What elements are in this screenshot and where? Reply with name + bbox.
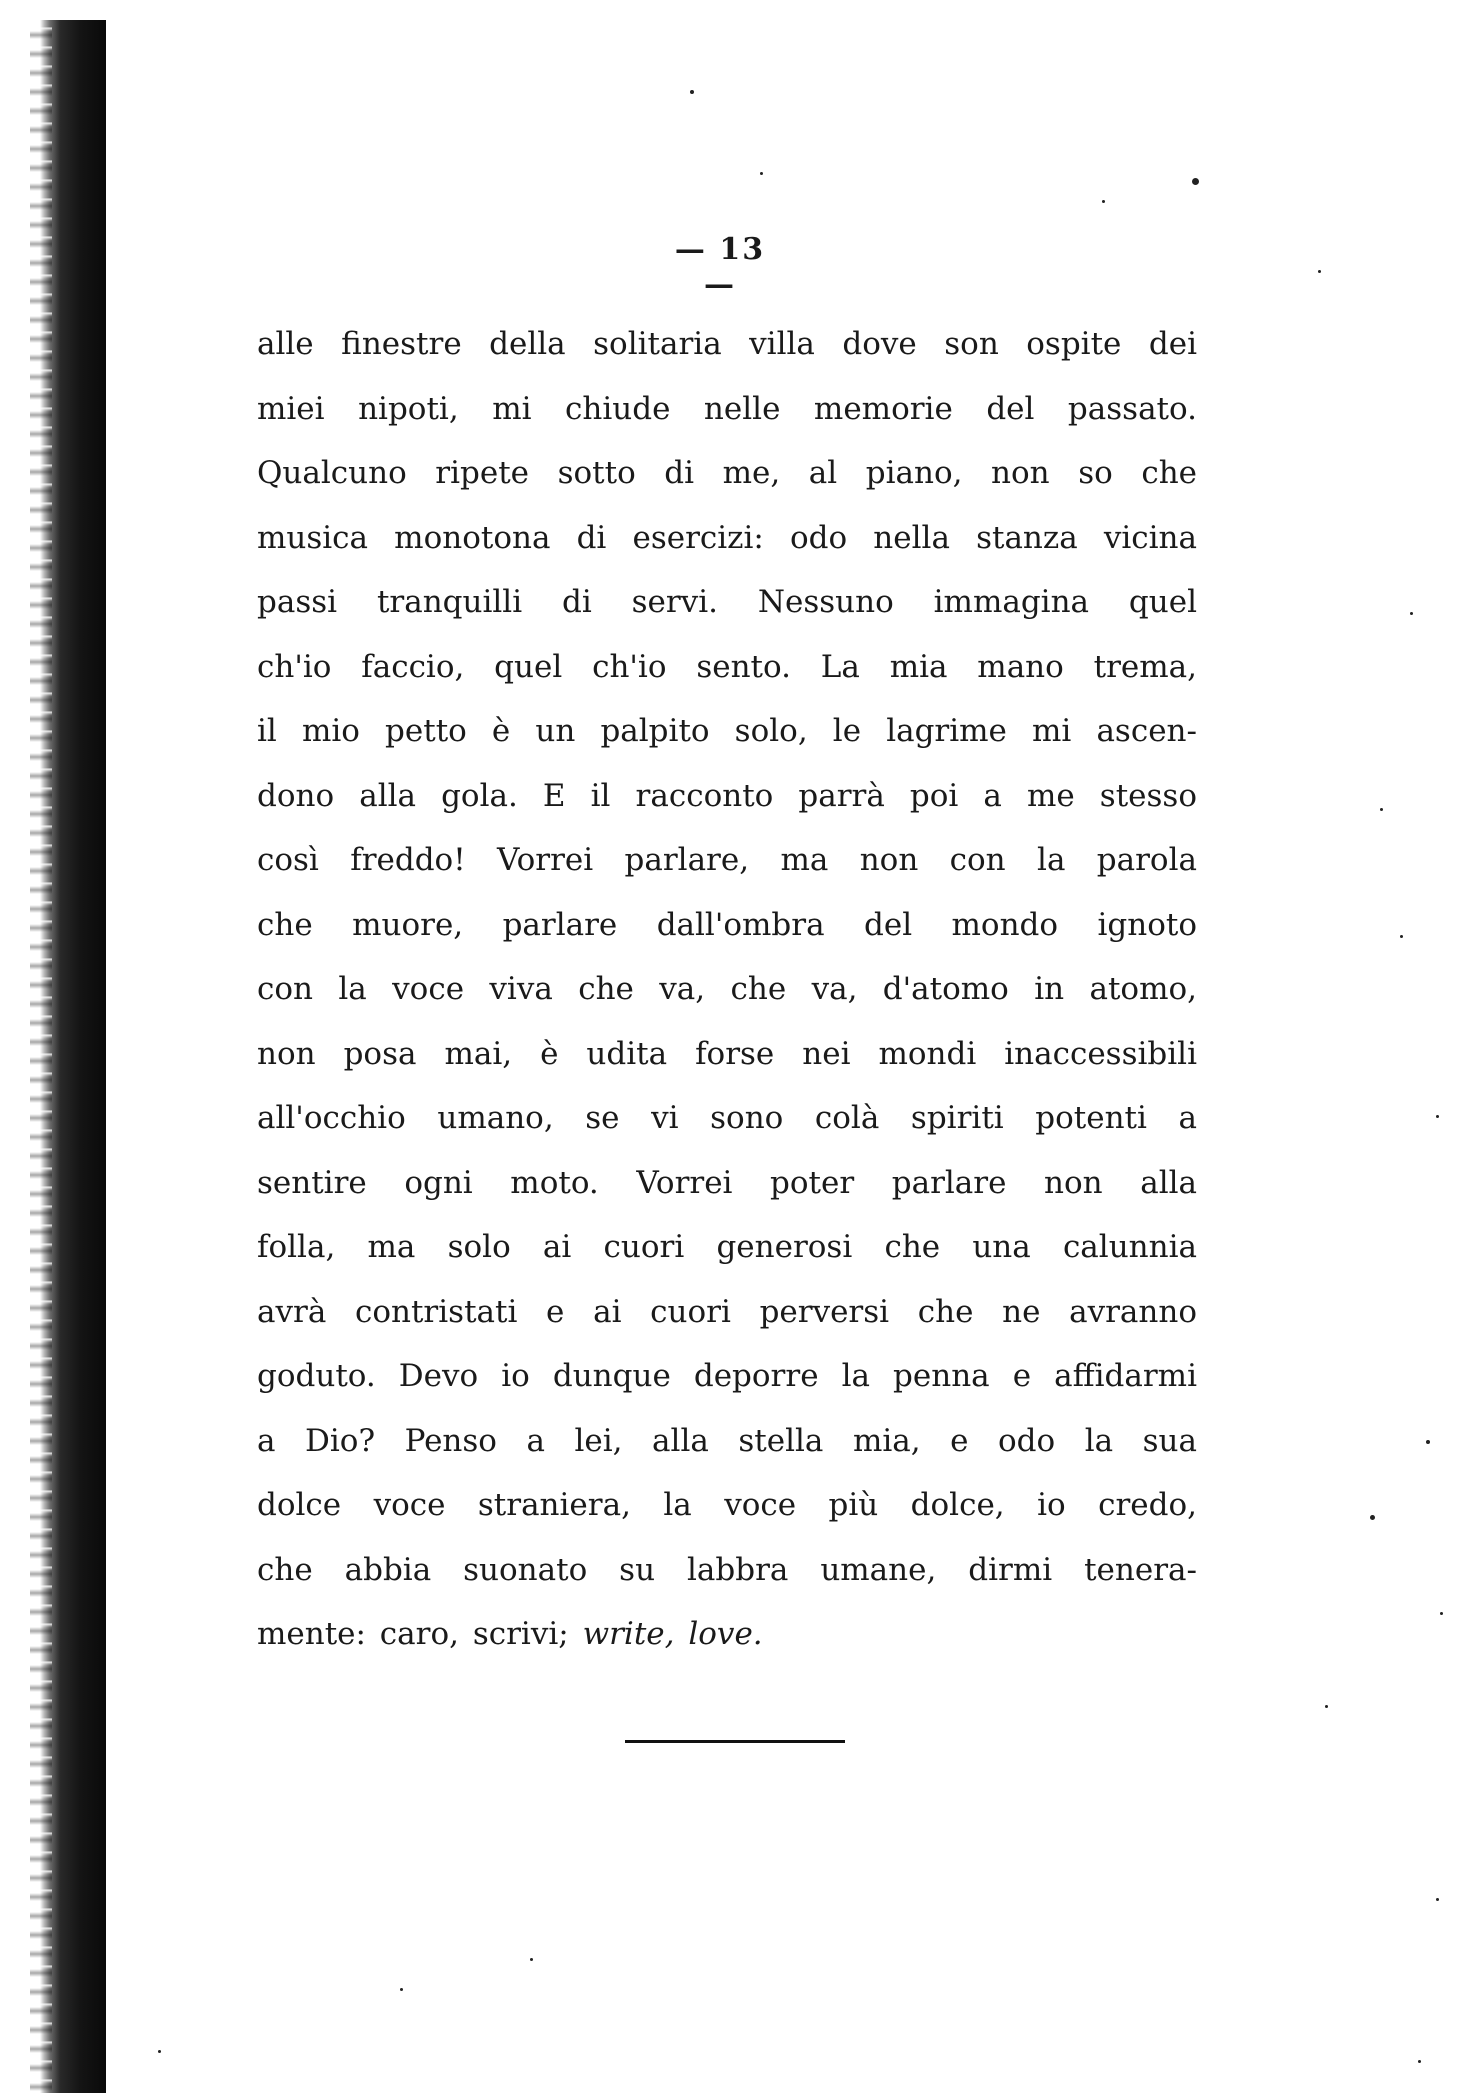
scan-speck: [530, 1958, 533, 1961]
text-line: passi tranquilli di servi. Nessuno immagina quel: [257, 584, 1197, 620]
scan-speck: [1418, 2060, 1421, 2063]
scan-speck: [1370, 1515, 1375, 1520]
text-line: che abbia suonato su labbra umane, dirmi tenera-: [257, 1551, 1197, 1588]
end-rule: [625, 1740, 845, 1743]
text-line: dolce voce straniera, la voce più dolce, io credo,: [257, 1487, 1197, 1523]
text-line: folla, ma solo ai cuori generosi che una calunnia: [257, 1229, 1197, 1265]
text-line: il mio petto è un palpito solo, le lagrime mi ascen-: [257, 713, 1197, 749]
text-line-last: [257, 1602, 1197, 1667]
scan-speck: [1436, 1115, 1439, 1118]
text-line: alle finestre della solitaria villa dove son ospite dei: [257, 326, 1197, 362]
scan-speck: [1410, 612, 1413, 615]
scan-speck: [400, 1988, 403, 1991]
last-line-text: mente: caro, scrivi;: [257, 1616, 569, 1652]
scan-speck: [1426, 1440, 1430, 1444]
scan-speck: [1192, 178, 1199, 185]
last-line-italic: write, love.: [582, 1616, 763, 1652]
scan-speck: [1436, 1898, 1439, 1901]
text-line: non posa mai, è udita forse nei mondi inaccessibili: [257, 1035, 1197, 1072]
book-spine-edge: [30, 20, 52, 2093]
text-line: ch'io faccio, quel ch'io sento. La mia mano trema,: [257, 648, 1197, 685]
text-line: all'occhio umano, se vi sono colà spiriti potenti a: [257, 1100, 1197, 1136]
text-line: che muore, parlare dall'ombra del mondo ignoto: [257, 906, 1197, 943]
text-line: musica monotona di esercizi: odo nella stanza vicina: [257, 519, 1197, 556]
text-line: dono alla gola. E il racconto parrà poi a me stesso: [257, 777, 1197, 814]
text-line: Qualcuno ripete sotto di me, al piano, non so che: [257, 455, 1197, 491]
scan-speck: [1400, 935, 1403, 938]
text-line: goduto. Devo io dunque deporre la penna e affidarmi: [257, 1358, 1197, 1394]
text-line: miei nipoti, mi chiude nelle memorie del passato.: [257, 390, 1197, 427]
text-line: sentire ogni moto. Vorrei poter parlare non alla: [257, 1164, 1197, 1201]
scan-speck: [1380, 808, 1383, 811]
scan-speck: [158, 2050, 161, 2053]
scan-speck: [760, 172, 763, 175]
text-line: avrà contristati e ai cuori perversi che ne avranno: [257, 1293, 1197, 1330]
page-number: — 13 —: [674, 232, 766, 302]
scan-speck: [690, 90, 694, 94]
text-line: così freddo! Vorrei parlare, ma non con la parola: [257, 842, 1197, 878]
body-text: [257, 312, 1197, 1667]
scan-speck: [1102, 200, 1105, 203]
scan-speck: [1325, 1705, 1328, 1708]
scan-speck: [1318, 270, 1321, 273]
scan-speck: [1440, 1612, 1443, 1615]
text-line: a Dio? Penso a lei, alla stella mia, e odo la sua: [257, 1422, 1197, 1459]
text-line: con la voce viva che va, che va, d'atomo in atomo,: [257, 971, 1197, 1007]
